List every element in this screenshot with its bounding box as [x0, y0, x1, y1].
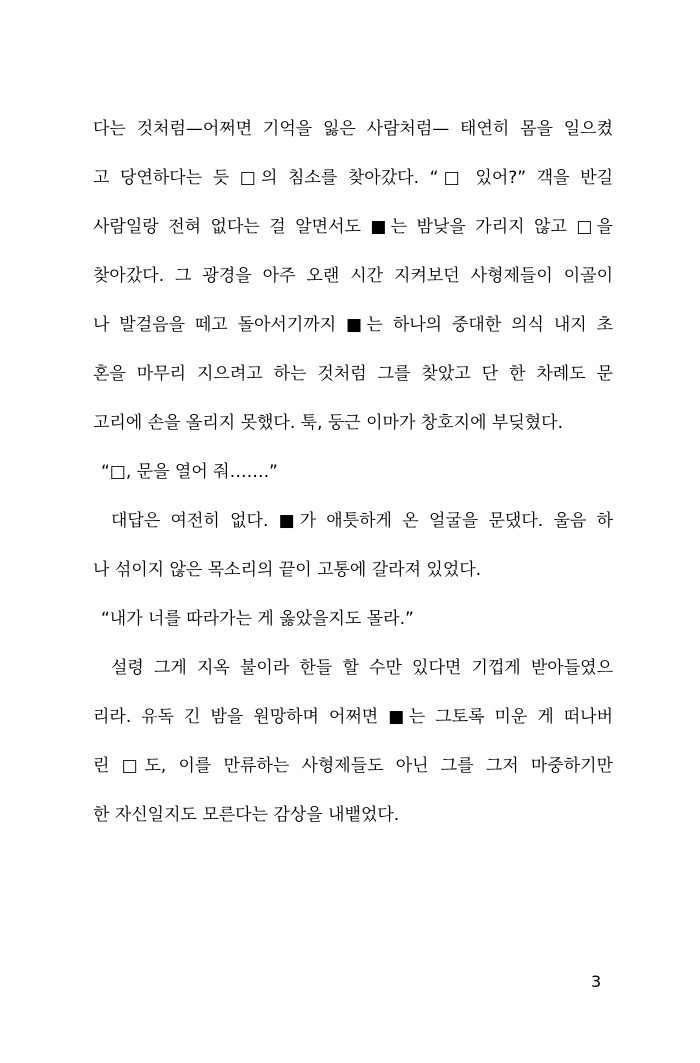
dialogue-line: “내가 너를 따라가는 게 옳았을지도 몰라.”: [101, 609, 414, 629]
text-line: 고리에 손을 올리지 못했다. 툭, 둥근 이마가 창호지에 부딪혔다.: [93, 413, 563, 433]
text-line: 나 섞이지 않은 목소리의 끝이 고통에 갈라져 있었다.: [93, 560, 482, 580]
paragraph-start-line: 대답은 여전히 없다. ■가 애틋하게 온 얼굴을 문댔다. 울음 하: [111, 511, 613, 531]
text-line: 리라. 유독 긴 밤을 원망하며 어쩌면 ■는 그토록 미운 게 떠나버: [93, 707, 613, 727]
page-number: 3: [591, 972, 602, 991]
text-line: 린 □도, 이를 만류하는 사형제들도 아닌 그를 그저 마중하기만: [93, 756, 613, 776]
text-line: 나 발걸음을 떼고 돌아서기까지 ■는 하나의 중대한 의식 내지 초: [93, 315, 613, 335]
text-line: 한 자신일지도 모른다는 감상을 내뱉었다.: [93, 805, 400, 825]
text-line: 혼을 마무리 지으려고 하는 것처럼 그를 찾았고 단 한 차례도 문: [93, 364, 613, 384]
text-line: 사람일랑 전혀 없다는 걸 알면서도 ■는 밤낮을 가리지 않고 □을: [93, 217, 613, 237]
text-line: 찾아갔다. 그 광경을 아주 오랜 시간 지켜보던 사형제들이 이골이: [93, 266, 613, 286]
paragraph-start-line: 설령 그게 지옥 불이라 한들 할 수만 있다면 기껍게 받아들였으: [111, 658, 613, 678]
dialogue-line: “□, 문을 열어 줘…….”: [101, 462, 278, 482]
text-line: 다는 것처럼—어쩌면 기억을 잃은 사람처럼— 태연히 몸을 일으켰: [93, 119, 613, 139]
body-text: [93, 112, 613, 847]
text-line: 고 당연하다는 듯 □의 침소를 찾아갔다. “□ 있어?” 객을 반길: [93, 168, 613, 188]
